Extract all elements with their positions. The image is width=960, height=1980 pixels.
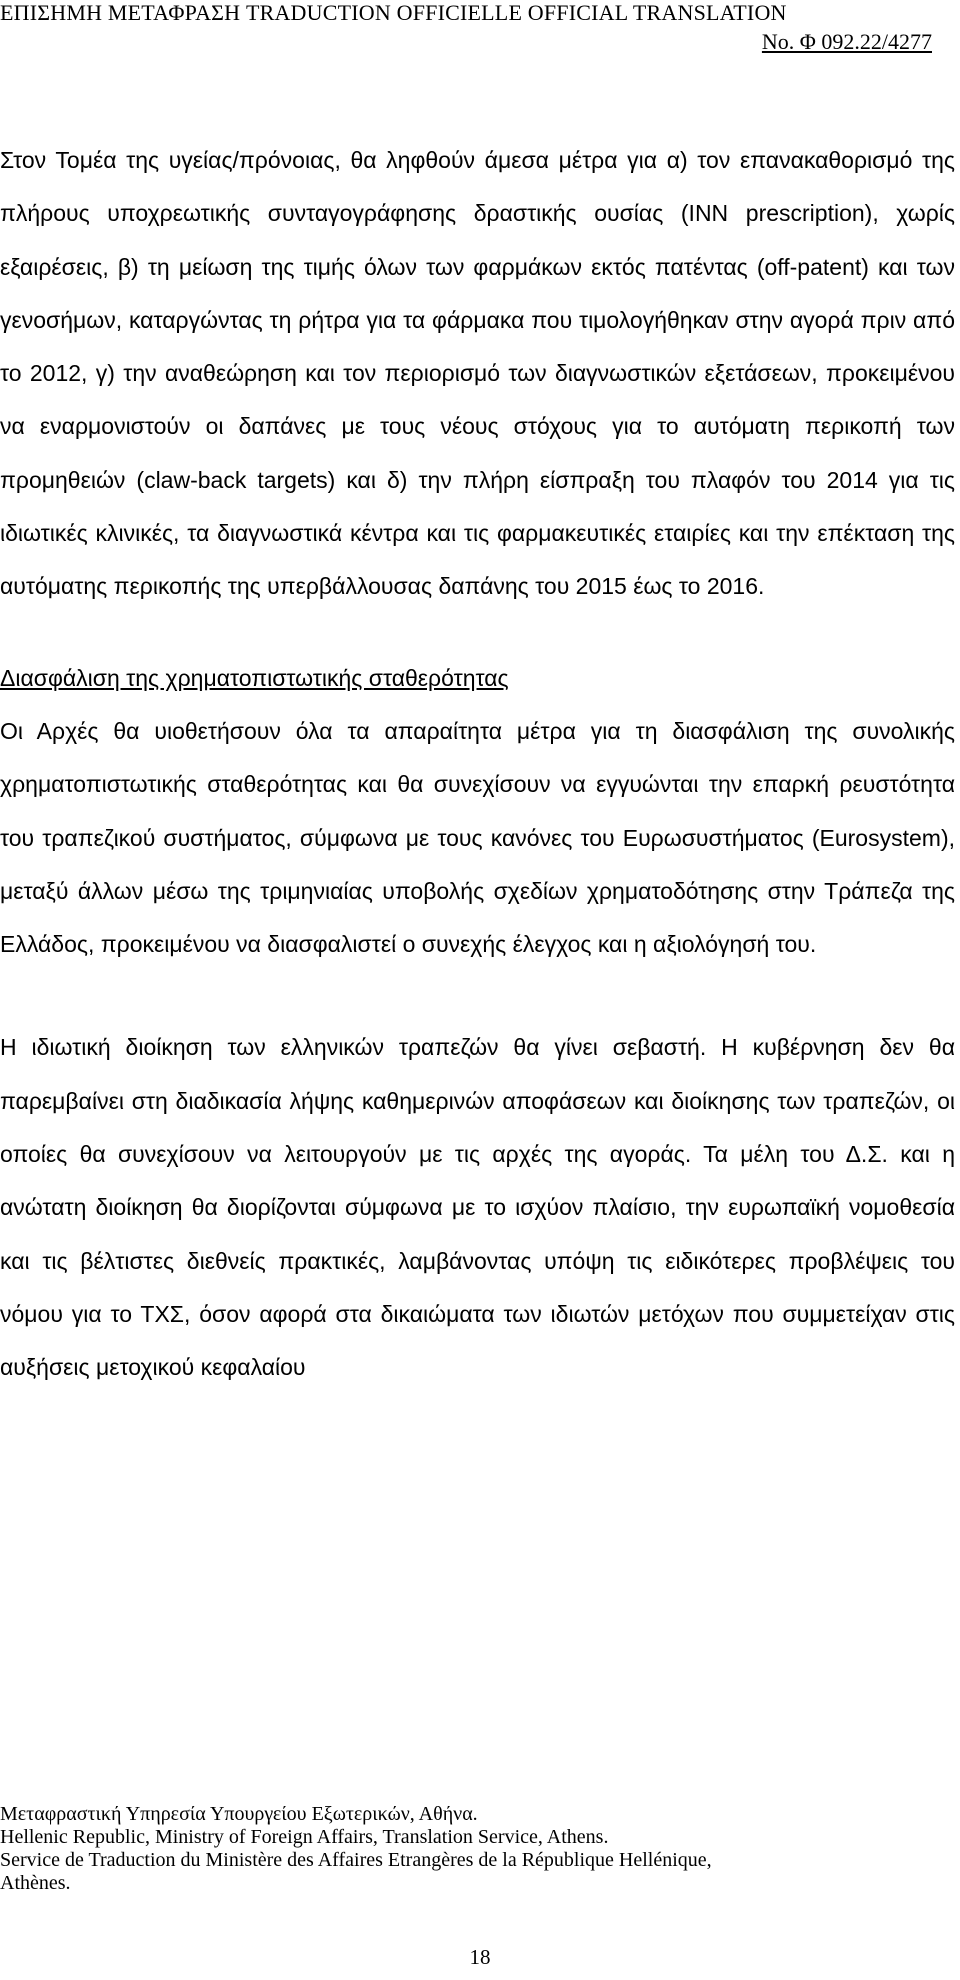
official-translation-banner: ΕΠΙΣΗΜΗ ΜΕΤΑΦΡΑΣΗ TRADUCTION OFFICIELLE OFFICIAL TRANSLATION — [0, 0, 787, 25]
financial-stability-paragraph: Οι Αρχές θα υιοθετήσουν όλα τα απαραίτητα μέτρα για τη διασφάλιση της συνολικής χρηματοπιστωτικής σταθερότητας και θα συνεχίσουν να εγγυώνται την επαρκή ρευστότητα του τραπεζικού συστήματος, σύμφωνα με τους κανόνες του Ευρωσυστήματος (Eurosystem), μεταξύ άλλων μέσω της τριμηνιαίας υποβολής σχεδίων χρηματοδότησης στην Τράπεζα της Ελλάδος, προκειμένου να διασφαλιστεί ο συνεχής έλεγχος και η αξιολόγησή του. — [0, 717, 955, 958]
footer-line-english: Hellenic Republic, Ministry of Foreign Affairs, Translation Service, Athens. — [0, 1826, 609, 1848]
page-number: 18 — [469, 1945, 491, 1969]
document-body — [0, 134, 955, 1395]
document-footer — [0, 1803, 960, 1895]
section-heading: Διασφάλιση της χρηματοπιστωτικής σταθερότητας — [0, 664, 509, 691]
document-reference-number: No. Φ 092.22/4277 — [761, 29, 932, 54]
health-welfare-paragraph: Στον Τομέα της υγείας/πρόνοιας, θα ληφθούν άμεσα μέτρα για α) τον επανακαθορισμό της πλήρους υποχρεωτικής συνταγογράφησης δραστικής ουσίας (INN prescription), χωρίς εξαιρέσεις, β) τη μείωση της τιμής όλων των φαρμάκων εκτός πατέντας (off-patent) και των γενοσήμων, καταργώντας τη ρήτρα για τα φάρμακα που τιμολογήθηκαν στην αγορά πριν από το 2012, γ) την αναθεώρηση και τον περιορισμό των διαγνωστικών εξετάσεων, προκειμένου να εναρμονιστούν οι δαπάνες με τους νέους στόχους για το αυτόματη περικοπή των προμηθειών (claw-back targets) και δ) την πλήρη είσπραξη του πλαφόν του 2014 για τις ιδιωτικές κλινικές, τα διαγνωστικά κέντρα και τις φαρμακευτικές εταιρίες και την επέκταση της αυτόματης περικοπής της υπερβάλλουσας δαπάνης του 2015 έως το 2016. — [0, 147, 955, 600]
footer-line-greek: Μεταφραστική Υπηρεσία Υπουργείου Εξωτερικών, Αθήνα. — [0, 1803, 478, 1825]
footer-line-french: Service de Traduction du Ministère des Affaires Etrangères de la République Hellénique, — [0, 1849, 712, 1871]
document-header — [0, 0, 960, 60]
bank-governance-paragraph: Η ιδιωτική διοίκηση των ελληνικών τραπεζών θα γίνει σεβαστή. Η κυβέρνηση δεν θα παρεμβαίνει στη διαδικασία λήψης καθημερινών αποφάσεων και διοίκησης των τραπεζών, οι οποίες θα συνεχίσουν να λειτουργούν με τις αρχές της αγοράς. Τα μέλη του Δ.Σ. και η ανώτατη διοίκηση θα διορίζονται σύμφωνα με το ισχύον πλαίσιο, την ευρωπαϊκή νομοθεσία και τις βέλτιστες διεθνείς πρακτικές, λαμβάνοντας υπόψη τις ειδικότερες προβλέψεις του νόμου για το ΤΧΣ, όσον αφορά στα δικαιώματα των ιδιωτών μετόχων που συμμετείχαν στις αυξήσεις μετοχικού κεφαλαίου — [0, 1034, 955, 1381]
footer-line-french-city: Athènes. — [0, 1872, 71, 1894]
